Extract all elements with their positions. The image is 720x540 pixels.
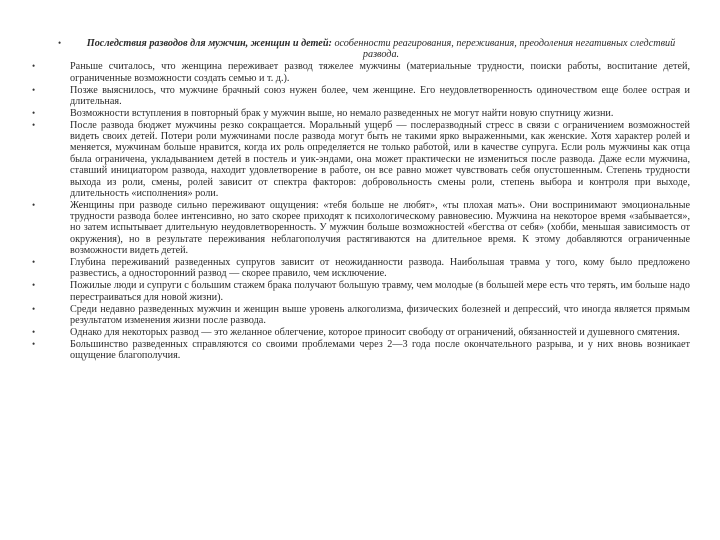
list-item xyxy=(32,107,690,119)
list-item xyxy=(32,257,690,280)
document-heading xyxy=(70,38,690,61)
list-item xyxy=(32,61,690,84)
heading-italic-text: особенности реагирования, переживания, преодоления негативных следствий развода. xyxy=(334,38,676,61)
paragraph-text: Позже выяснилось, что мужчине брачный союз нужен более, чем женщине. Его неудовлетворенность одиночеством еще более острая и длительная. xyxy=(70,84,690,107)
bullet-marker: • xyxy=(32,280,36,291)
list-item xyxy=(32,84,690,108)
bullet-marker: • xyxy=(32,84,36,95)
paragraph-text: Глубина переживаний разведенных супругов зависит от неожиданности развода. Наибольшая травма у того, кому было предложено развестись, а односторонний развод — скорее правило, чем исключение. xyxy=(70,257,690,280)
list-item xyxy=(32,326,690,338)
paragraph-text: Раньше считалось, что женщина переживает развод тяжелее мужчины (материальные трудности, поиски работы, воспитание детей, ограниченные возможности создать семью и т. д.). xyxy=(70,61,690,84)
list-item xyxy=(32,338,690,362)
bullet-marker: • xyxy=(32,257,36,268)
heading-bold-text: Последствия разводов для мужчин, женщин и детей: xyxy=(86,38,332,49)
paragraph-text: Однако для некоторых развод — это желанное облегчение, которое приносит свободу от ограничений, обязанностей и душевного смятения. xyxy=(70,326,680,338)
paragraph-text: Возможности вступления в повторный брак у мужчин выше, но немало разведенных не могут найти новую спутницу жизни. xyxy=(70,107,614,119)
paragraph-text: Среди недавно разведенных мужчин и женщин выше уровень алкоголизма, физических болезней и депрессий, что иногда является прямым результатом изменения жизни после развода. xyxy=(70,303,690,326)
bullet-marker: • xyxy=(32,199,36,210)
bullet-marker: • xyxy=(32,119,36,130)
paragraph-text: Большинство разведенных справляются со своими проблемами через 2—3 года после окончательного разрыва, и у них вновь возникает ощущение благополучия. xyxy=(70,338,690,362)
list-item xyxy=(32,119,690,199)
bullet-marker: • xyxy=(32,303,36,314)
paragraph-text: После развода бюджет мужчины резко сокращается. Моральный ущерб — послеразводный стресс в связи с ограничением возможностей видеть своих детей. Потери роли мужчинами после развода могут быть не такими ярко выраженными, как женские. Хотя характер ролей и меняется, мужчинам больше нравится, когда их роль определяется не только работой, или в качестве супруга. Если роль мужчины как отца была ограничена, укладыванием детей в постель и уик-эндами, она может практически не измениться после развода. Даже если мужчина, ставший инициатором развода, находит удовлетворение в работе, он все равно может чувствовать себя опустошенным. Степень трудности выхода из роли, смены, ролей зависит от спектра факторов: добровольность смены роли, степень выбора и контроля при выходе, длительность «исполнения» роли. xyxy=(70,119,690,199)
paragraph-text: Женщины при разводе сильно переживают ощущения: «тебя больше не любят», «ты плохая мать». Они воспринимают эмоциональные трудности развода более интенсивно, но зато скорее приходят к психологическому равновесию. Мужчина на некоторое время «забывается», но затем испытывает длительную неудовлетворенность. У мужчин больше возможностей «бегства от себя» (хобби, меньшая зависимость от окружения), но в результате переживания неблагополучия растягиваются на длительное время. К этому добавляются ограниченные возможности видеть детей. xyxy=(70,199,690,257)
list-item xyxy=(32,199,690,257)
list-item xyxy=(32,303,690,327)
list-item xyxy=(32,280,690,303)
bullet-marker: • xyxy=(58,38,62,48)
document-page xyxy=(0,38,720,362)
bullet-marker: • xyxy=(32,326,36,337)
bullet-marker: • xyxy=(32,61,36,72)
paragraph-text: Пожилые люди и супруги с большим стажем брака получают большую травму, чем молодые (в большей мере есть что терять, им больше надо перестраиваться для новой жизни). xyxy=(70,280,690,303)
heading-block xyxy=(58,38,690,61)
bullet-marker: • xyxy=(32,338,36,349)
bullet-marker: • xyxy=(32,107,36,118)
